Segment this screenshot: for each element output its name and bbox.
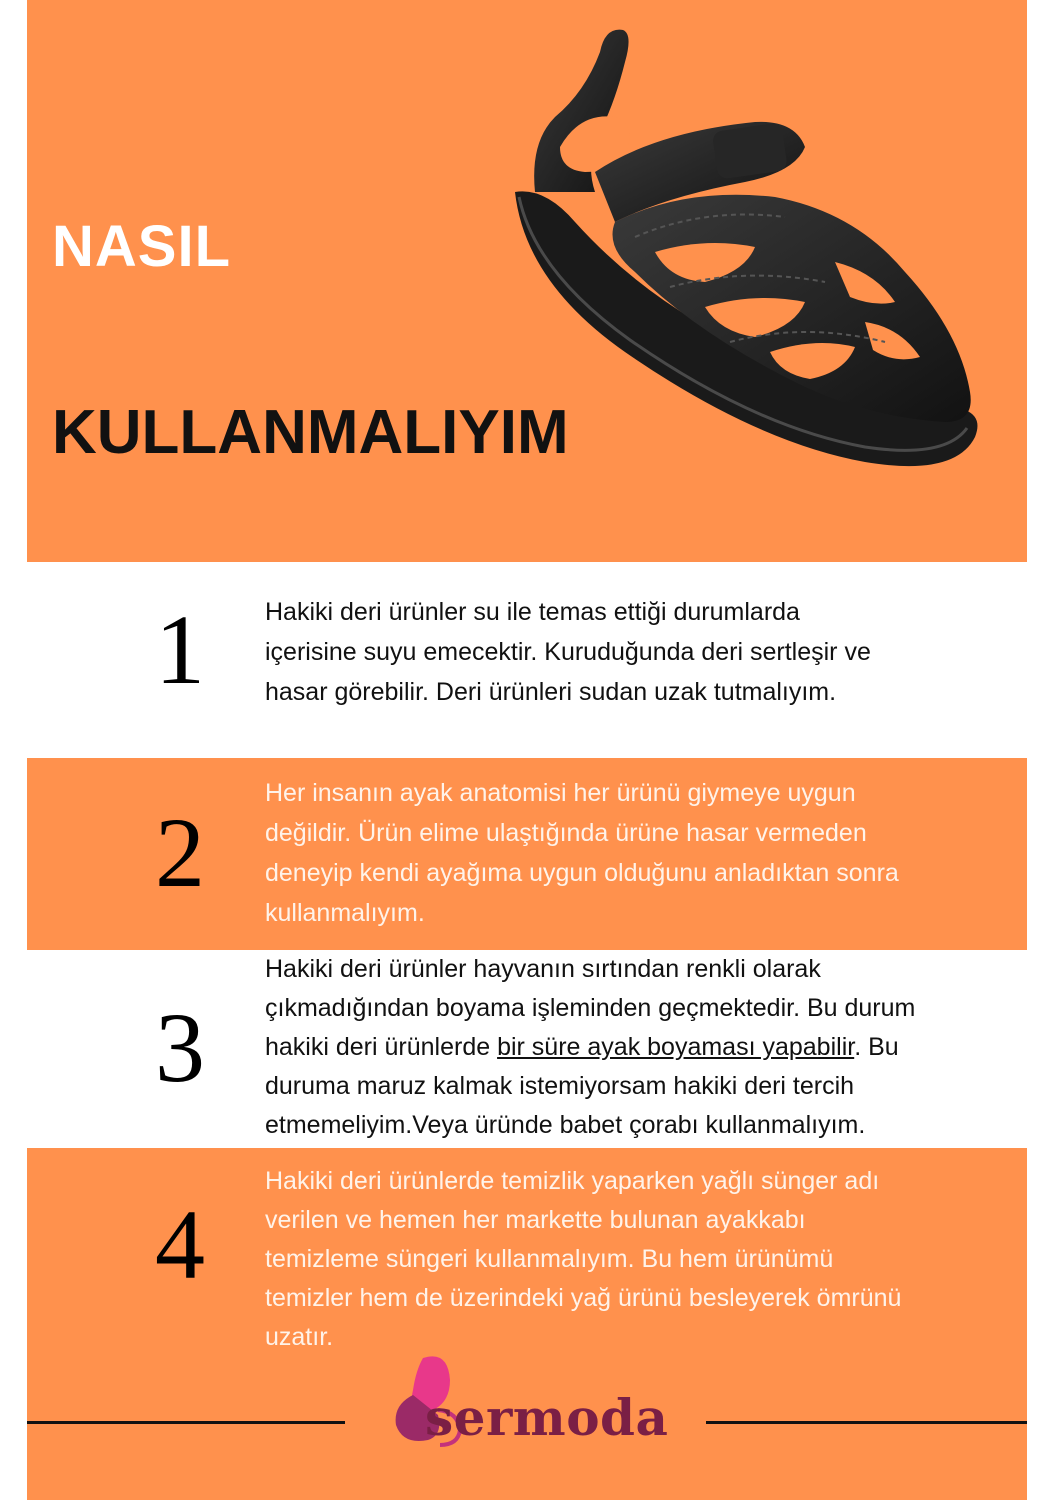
step-3-line: etmemeliyim.Veya üründe babet çorabı kullanmalıyım. bbox=[265, 1111, 866, 1139]
step-4-line: verilen ve hemen her markette bulunan ayakkabı bbox=[265, 1206, 806, 1234]
step-2-line: Her insanın ayak anatomisi her ürünü giymeye uygun bbox=[265, 779, 856, 807]
step-3-line: çıkmadığından boyama işleminden geçmektedir. Bu durum bbox=[265, 994, 916, 1022]
step-text-1 bbox=[265, 592, 1010, 712]
step-number-4: 4 bbox=[155, 1189, 205, 1300]
step-4-line: temizleme süngeri kullanmalıyım. Bu hem ürünümü bbox=[265, 1245, 834, 1273]
step-3-line: Hakiki deri ürünler hayvanın sırtından renkli olarak bbox=[265, 955, 821, 983]
step-3-underlined-phrase: bir süre ayak boyaması yapabilir bbox=[497, 1033, 855, 1061]
step-1-line: hasar görebilir. Deri ürünleri sudan uzak tutmalıyım. bbox=[265, 678, 837, 706]
step-number-3: 3 bbox=[155, 992, 205, 1103]
footer-divider-left bbox=[27, 1421, 345, 1424]
step-number-2: 2 bbox=[155, 797, 205, 908]
step-2-line: deneyip kendi ayağıma uygun olduğunu anladıktan sonra bbox=[265, 859, 899, 887]
title-line-1: NASIL bbox=[52, 214, 231, 279]
step-text-4 bbox=[265, 1162, 1010, 1357]
step-2-line: kullanmalıyım. bbox=[265, 899, 425, 927]
step-2-line: değildir. Ürün elime ulaştığında ürüne hasar vermeden bbox=[265, 819, 867, 847]
step-4-line: uzatır. bbox=[265, 1323, 334, 1351]
step-4-line: temizler hem de üzerindeki yağ ürünü besleyerek ömrünü bbox=[265, 1284, 902, 1312]
step-1-line: içerisine suyu emecektir. Kuruduğunda deri sertleşir ve bbox=[265, 638, 871, 666]
step-number-1: 1 bbox=[155, 594, 205, 705]
step-4-line: Hakiki deri ürünlerde temizlik yaparken yağlı sünger adı bbox=[265, 1167, 880, 1195]
step-text-2 bbox=[265, 773, 1010, 933]
step-3-line: . Bu bbox=[854, 1033, 899, 1061]
step-1-line: Hakiki deri ürünler su ile temas ettiği durumlarda bbox=[265, 598, 800, 626]
step-3-line: duruma maruz kalmak istemiyorsam hakiki deri tercih bbox=[265, 1072, 855, 1100]
sandal-image bbox=[505, 22, 985, 472]
step-3-line: hakiki deri ürünlerde bbox=[265, 1033, 498, 1061]
title-line-2: KULLANMALIYIM bbox=[52, 398, 569, 467]
brand-logo-text: sermoda bbox=[425, 1388, 669, 1447]
step-text-3 bbox=[265, 950, 1010, 1145]
footer-divider-right bbox=[706, 1421, 1027, 1424]
